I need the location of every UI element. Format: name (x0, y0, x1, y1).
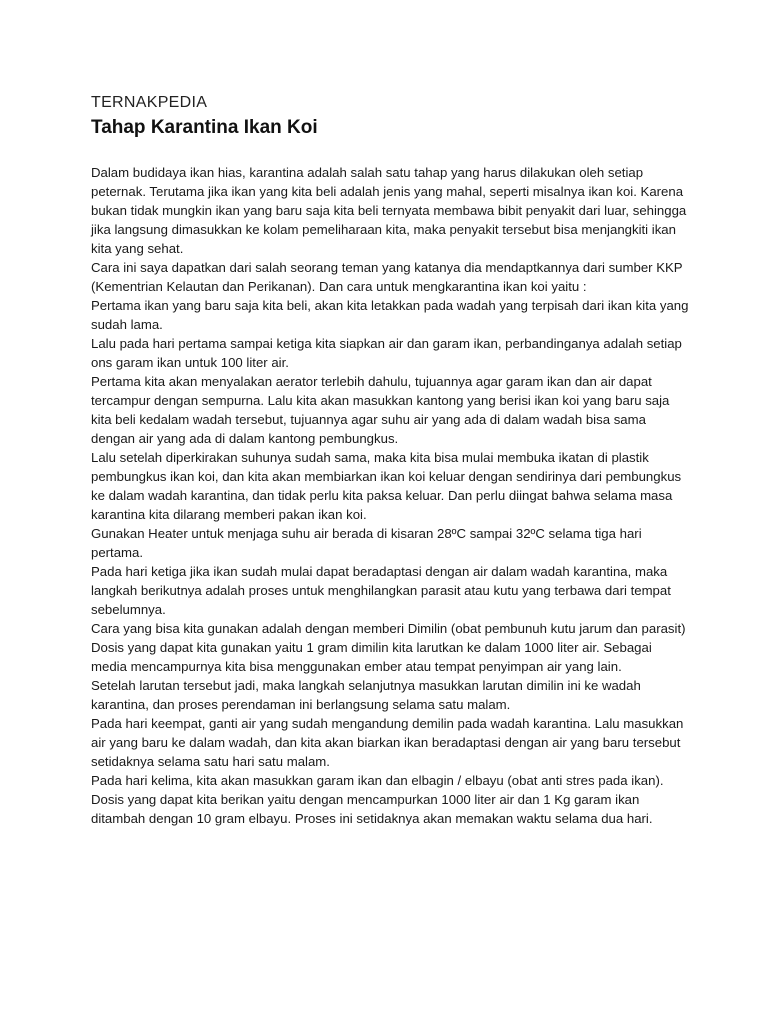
page-title: Tahap Karantina Ikan Koi (91, 117, 318, 138)
paragraph: Setelah larutan tersebut jadi, maka langkah selanjutnya masukkan larutan dimilin ini ke wadah karantina, dan proses perendaman ini berlangsung selama satu malam. (91, 678, 641, 712)
paragraph: Cara ini saya dapatkan dari salah seorang teman yang katanya dia mendaptkannya dari sumber KKP (Kementrian Kelautan dan Perikanan). Dan cara untuk mengkarantina ikan koi yaitu : (91, 260, 683, 294)
paragraph: Pertama ikan yang baru saja kita beli, akan kita letakkan pada wadah yang terpisah dari ikan kita yang sudah lama. (91, 298, 689, 332)
paragraph: Pada hari kelima, kita akan masukkan garam ikan dan elbagin / elbayu (obat anti stres pada ikan). Dosis yang dapat kita berikan yaitu dengan mencampurkan 1000 liter air dan 1 Kg garam ikan ditambah dengan 10 gram elbayu. Proses ini setidaknya akan memakan waktu selama dua hari. (91, 773, 664, 826)
paragraph: Cara yang bisa kita gunakan adalah dengan memberi Dimilin (obat pembunuh kutu jarum dan parasit) Dosis yang dapat kita gunakan yaitu 1 gram dimilin kita larutkan ke dalam 1000 liter air. Sebagai media mencampurnya kita bisa menggunakan ember atau tempat penyimpan air yang lain. (91, 621, 686, 674)
paragraph: Pada hari keempat, ganti air yang sudah mengandung demilin pada wadah karantina. Lalu masukkan air yang baru ke dalam wadah, dan kita akan biarkan ikan beradaptasi dengan air yang baru tersebut setidaknya selama satu hari satu malam. (91, 716, 684, 769)
paragraph: Dalam budidaya ikan hias, karantina adalah salah satu tahap yang harus dilakukan oleh setiap peternak. Terutama jika ikan yang kita beli adalah jenis yang mahal, seperti misalnya ikan koi. Karena bukan tidak mungkin ikan yang baru saja kita beli ternyata membawa bibit penyakit dari luar, sehingga jika langsung dimasukkan ke kolam pemeliharaan kita, maka penyakit tersebut bisa menjangkiti ikan kita yang sehat. (91, 165, 687, 256)
paragraph: Gunakan Heater untuk menjaga suhu air berada di kisaran 28ºC sampai 32ºC selama tiga hari pertama. (91, 526, 642, 560)
paragraph: Lalu pada hari pertama sampai ketiga kita siapkan air dan garam ikan, perbandinganya adalah setiap ons garam ikan untuk 100 liter air. (91, 336, 682, 370)
paragraph: Pada hari ketiga jika ikan sudah mulai dapat beradaptasi dengan air dalam wadah karantina, maka langkah berikutnya adalah proses untuk menghilangkan parasit atau kutu yang terbawa dari tempat sebelumnya. (91, 564, 671, 617)
article-body (91, 163, 691, 828)
paragraph: Pertama kita akan menyalakan aerator terlebih dahulu, tujuannya agar garam ikan dan air dapat tercampur dengan sempurna. Lalu kita akan masukkan kantong yang berisi ikan koi yang baru saja kita beli kedalam wadah tersebut, tujuannya agar suhu air yang ada di dalam wadah bisa sama dengan air yang ada di dalam kantong pembungkus. (91, 374, 670, 446)
site-name: TERNAKPEDIA (91, 94, 208, 111)
document-page (91, 92, 691, 828)
paragraph: Lalu setelah diperkirakan suhunya sudah sama, maka kita bisa mulai membuka ikatan di plastik pembungkus ikan koi, dan kita akan membiarkan ikan koi keluar dengan sendirinya dari pembungkus ke dalam wadah karantina, dan tidak perlu kita paksa keluar. Dan perlu diingat bahwa selama masa karantina kita dilarang memberi pakan ikan koi. (91, 450, 682, 522)
